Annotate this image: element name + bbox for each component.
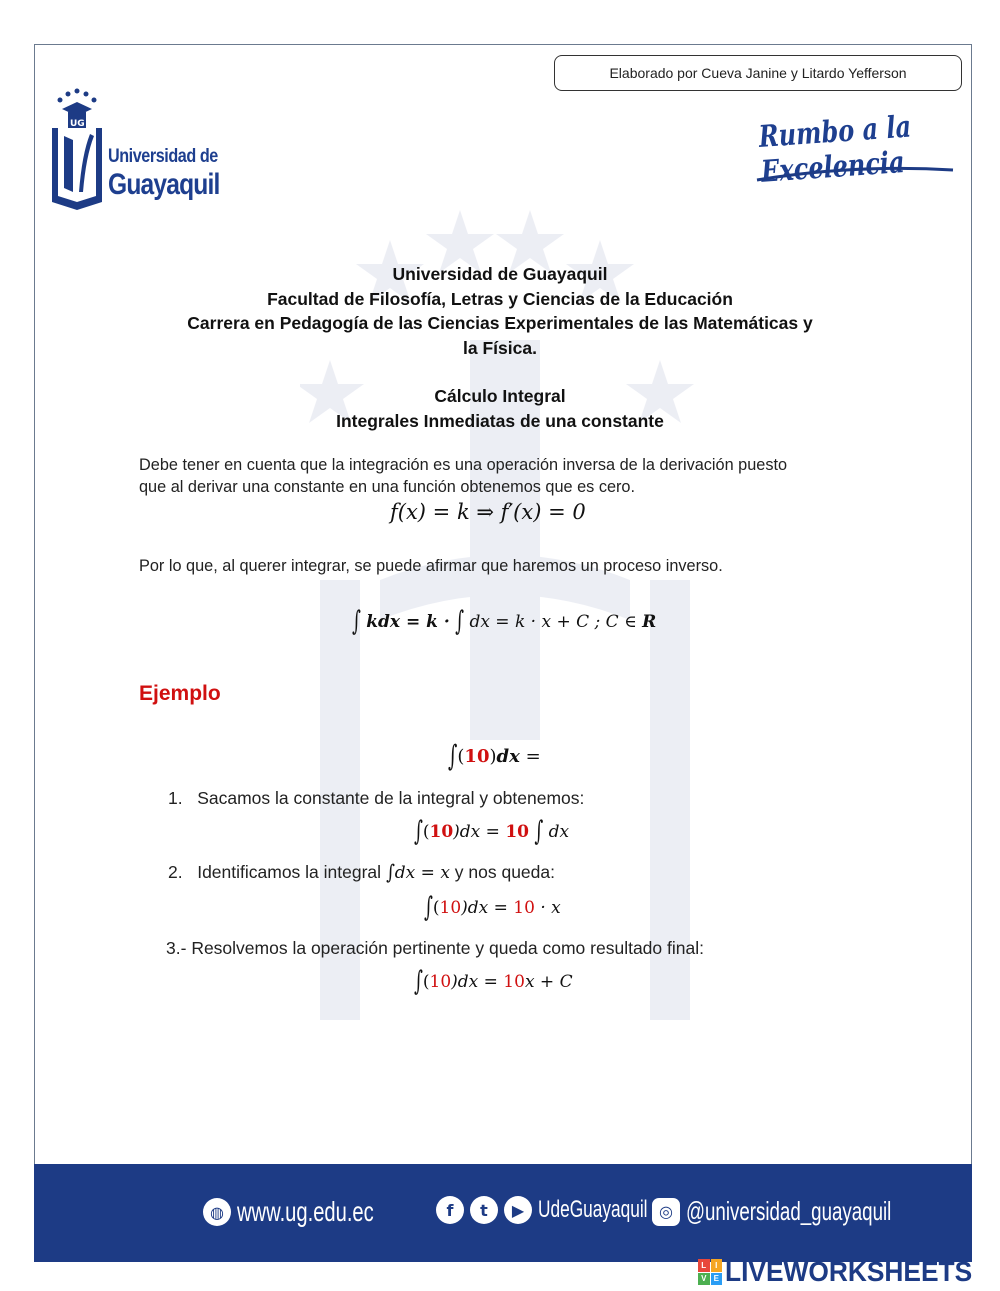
integral-sign-icon: ∫	[424, 892, 433, 924]
paren-open: (	[457, 746, 465, 767]
step-3	[166, 938, 704, 959]
title-university: Universidad de Guayaquil	[392, 264, 608, 284]
twitter-icon[interactable]: t	[470, 1196, 498, 1224]
step-number: 3.-	[166, 938, 187, 958]
step-2	[168, 862, 555, 883]
website-text[interactable]: www.ug.edu.ec	[237, 1196, 374, 1227]
example-heading: Ejemplo	[139, 682, 221, 705]
youtube-icon[interactable]: ▶	[504, 1196, 532, 1224]
badge-letter: I	[711, 1259, 723, 1272]
rule-lhs: kdx = k ·	[366, 612, 450, 632]
motto: Rumbo a la Excelencia	[757, 109, 913, 190]
book-emblem-icon	[46, 84, 108, 212]
rule-set: R	[642, 612, 657, 632]
eq-mid: )dx =	[451, 972, 504, 992]
step-number: 1.	[168, 788, 183, 808]
constant-value: 10	[505, 822, 529, 842]
title-faculty: Facultad de Filosofía, Letras y Ciencias de la Educación	[267, 288, 733, 309]
example-problem	[448, 739, 541, 774]
step-text: Sacamos la constante de la integral y obtenemos:	[197, 788, 585, 808]
integral-sign-icon: ∫	[352, 606, 361, 638]
step-number: 2.	[168, 862, 183, 882]
title-career-line1: Carrera en Pedagogía de las Ciencias Experimentales de las Matemáticas y	[187, 313, 813, 333]
title-career-line2: la Física.	[463, 337, 537, 358]
constant-value: 10	[439, 898, 462, 918]
footer-instagram[interactable]	[652, 1196, 971, 1227]
instagram-text[interactable]: @universidad_guayaquil	[686, 1196, 892, 1226]
integral-sign-icon: ∫	[534, 816, 544, 848]
step-text: Resolvemos la operación pertinente y queda como resultado final:	[191, 938, 704, 958]
title-subject: Cálculo Integral	[434, 386, 566, 406]
intro-line3: Por lo que, al querer integrar, se puede afirmar que haremos un proceso inverso.	[139, 557, 723, 575]
step-3-equation: ∫(10)dx = 10x + C	[414, 966, 573, 998]
inline-math: dx = x	[394, 863, 450, 883]
step-text: Identificamos la integral	[197, 862, 382, 882]
logo-line2: Guayaquil	[108, 168, 220, 201]
problem-eq: =	[519, 746, 541, 767]
step-2-equation: ∫(10)dx = 10 · x	[424, 892, 561, 924]
integral-sign-icon: ∫	[385, 861, 395, 885]
eq-tail: · x	[534, 898, 561, 918]
rule-rhs: dx = k · x + C ; C ∈	[469, 612, 643, 632]
badge-letter: L	[698, 1259, 710, 1272]
constant-value: 10	[513, 898, 535, 918]
paren-close: )	[489, 746, 497, 767]
badge-letter: E	[711, 1273, 723, 1286]
liveworksheets-text: LIVEWORKSHEETS	[725, 1256, 973, 1287]
social-handle-text[interactable]: UdeGuayaquil	[538, 1196, 648, 1223]
logo-monogram: UG	[70, 119, 85, 129]
constant-value: 10	[429, 822, 454, 842]
motto-swash	[755, 160, 955, 184]
integral-sign-icon: ∫	[414, 816, 423, 848]
eq-mid: )dx =	[453, 822, 506, 842]
liveworksheets-brand	[698, 1256, 988, 1288]
eq-mid: )dx =	[461, 898, 514, 918]
constant-value: 10	[503, 972, 525, 992]
eq-tail: x + C	[524, 972, 573, 992]
author-credit: Elaborado por Cueva Janine y Litardo Yefferson	[609, 65, 907, 81]
step-1-equation: ∫(10)dx = 10 ∫ dx	[414, 816, 570, 848]
derivative-formula: f(x) = k ⇒ f′(x) = 0	[390, 500, 586, 524]
intro-line2: que al derivar una constante en una función obtenemos que es cero.	[139, 478, 636, 496]
globe-icon: ◍	[203, 1198, 231, 1226]
eq-tail: dx	[548, 822, 570, 842]
step-1	[168, 788, 584, 809]
integral-rule	[352, 606, 657, 638]
integral-sign-icon: ∫	[455, 606, 465, 638]
instagram-icon[interactable]: ◎	[652, 1198, 680, 1226]
liveworksheets-badge-icon	[698, 1259, 722, 1285]
integral-sign-icon: ∫	[414, 966, 423, 998]
step-text-after: y nos queda:	[454, 862, 555, 882]
constant-value: 10	[429, 972, 452, 992]
constant-value: 10	[464, 746, 490, 767]
title-topic: Integrales Inmediatas de una constante	[336, 410, 664, 431]
logo-line1: Universidad de	[108, 146, 218, 167]
badge-letter: V	[698, 1273, 710, 1286]
facebook-icon[interactable]: f	[436, 1196, 464, 1224]
author-credit-box	[554, 55, 962, 91]
integral-sign-icon: ∫	[448, 739, 458, 774]
problem-dx: dx	[496, 746, 520, 767]
intro-line1: Debe tener en cuenta que la integración es una operación inversa de la derivación puesto	[139, 456, 788, 474]
footer-website[interactable]	[203, 1196, 427, 1228]
